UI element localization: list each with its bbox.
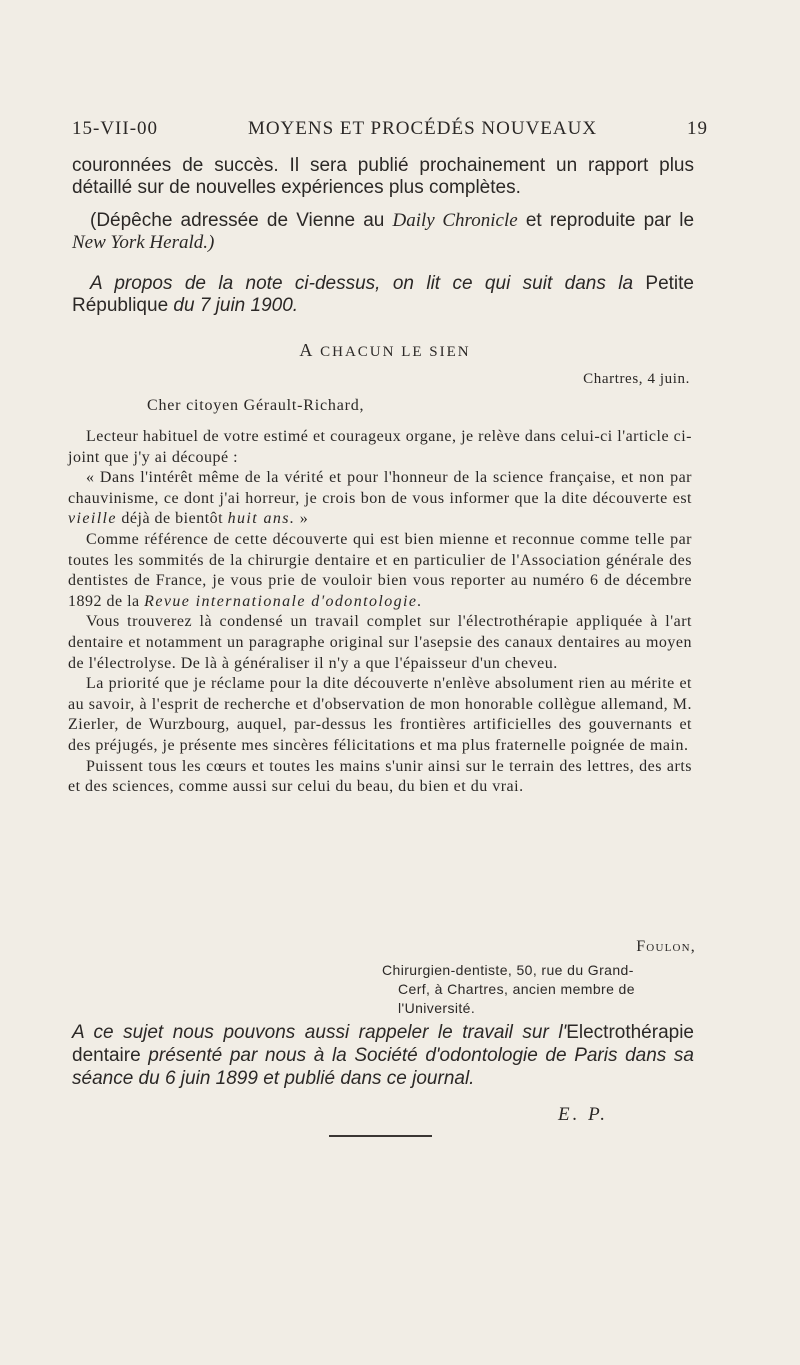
- letter-signature: Foulon,: [636, 938, 696, 955]
- header-date: 15-VII-00: [72, 118, 159, 139]
- running-header: [72, 118, 708, 140]
- end-rule: [329, 1135, 432, 1137]
- intro-paragraph-3: A propos de la note ci-dessus, on lit ce qui suit dans la Petite République du 7 juin 1900.: [72, 273, 694, 316]
- letter-paragraph: Vous trouverez là condensé un travail complet sur l'électrothérapie appliquée à l'art dentaire et notamment un paragraphe original sur l'asepsie des canaux dentaires au moyen de l'électrolyse. De là à généraliser il n'y a que l'épaisseur d'un cheveu.: [68, 613, 692, 672]
- intro-paragraph-1: couronnées de succès. Il sera publié prochainement un rapport plus détaillé sur de nouvelles expériences plus complètes.: [72, 155, 694, 198]
- intro-paragraph-2: (Dépêche adressée de Vienne au Daily Chronicle et reproduite par le New York Herald.): [72, 210, 695, 253]
- signatory-address: Chirurgien-dentiste, 50, rue du Grand- Cerf, à Chartres, ancien membre de l'Université.: [382, 962, 635, 1016]
- letter-paragraph: « Dans l'intérêt même de la vérité et pour l'honneur de la science française, et non par chauvinisme, ce dont j'ai horreur, je crois bon de vous informer que la dite découverte est vieille déjà de bientôt huit ans. »: [68, 469, 692, 528]
- letter-body: [68, 427, 692, 798]
- newspaper-title: Petite République: [72, 273, 694, 316]
- closing-paragraph: A ce sujet nous pouvons aussi rappeler le travail sur l'Electrothérapie dentaire présenté par nous à la Société d'odontologie de Paris dans sa séance du 6 juin 1899 et publié dans ce journal.: [72, 1022, 694, 1089]
- letter-paragraph: La priorité que je réclame pour la dite découverte n'enlève absolument rien au mérite et au savoir, à l'esprit de recherche et d'observation de mon honorable collègue allemand, M. Zierler, de Wurzbourg, auquel, par-dessus les frontières artificielles des gouvernants et des préjugés, je présente mes sincères félicitations et ma plus fraternelle poignée de main.: [68, 675, 692, 754]
- author-initials: E. P.: [557, 1104, 608, 1125]
- header-title: MOYENS ET PROCÉDÉS NOUVEAUX: [247, 118, 598, 139]
- letter-dateline: Chartres, 4 juin.: [583, 371, 690, 387]
- letter-paragraph: Puissent tous les cœurs et toutes les mains s'unir ainsi sur le terrain des lettres, des arts et des sciences, comme aussi sur celui du beau, du bien et du vrai.: [68, 757, 692, 796]
- page-number: 19: [686, 118, 708, 139]
- journal-title: Revue internationale d'odontologie.: [144, 592, 423, 610]
- letter-paragraph: Lecteur habituel de votre estimé et courageux organe, je relève dans celui-ci l'article ci-joint que j'y ai découpé :: [68, 428, 692, 466]
- letter-title: A CHACUN LE SIEN: [299, 340, 471, 360]
- letter-paragraph: Comme référence de cette découverte qui est bien mienne et reconnue comme telle par toutes les sommités de la chirurgie dentaire et en particulier de l'Association générale des dentistes de France, je vous prie de vouloir bien vous reporter au numéro 6 de décembre 1892 de la Revue internationale d'odontologie.: [68, 530, 692, 610]
- newspaper-title: New York Herald.): [72, 232, 215, 253]
- newspaper-title: Daily Chronicle: [392, 210, 518, 231]
- letter-salutation: Cher citoyen Gérault-Richard,: [147, 397, 365, 414]
